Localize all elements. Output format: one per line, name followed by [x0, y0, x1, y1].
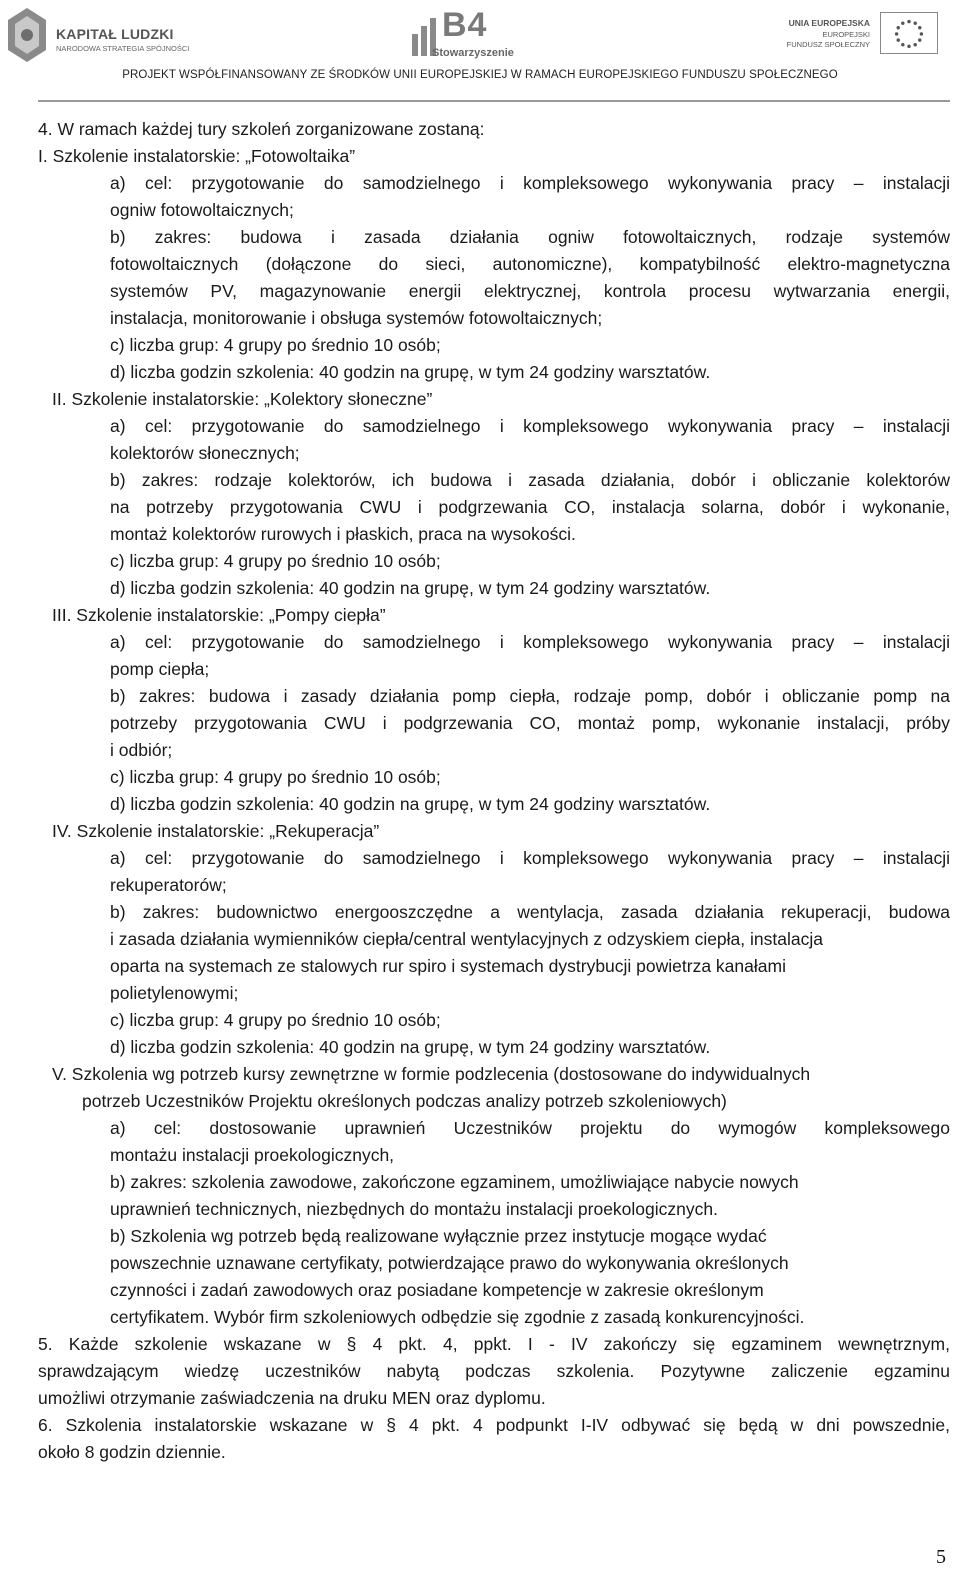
section-6-text: 6. Szkolenia instalatorskie wskazane w § 4 pkt. 4 podpunkt I-IV odbywać się będą w dni powszednie, — [38, 1415, 950, 1435]
b4-logo — [410, 6, 530, 66]
eu-line-3: FUNDUSZ SPOŁECZNY — [786, 40, 870, 49]
b4-logo-text: B4 — [442, 6, 488, 44]
text-line: c) liczba grup: 4 grupy po średnio 10 osób; — [110, 1010, 441, 1030]
text-line: a) cel: dostosowanie uprawnień Uczestników projektu do wymogów kompleksowego — [110, 1118, 950, 1138]
training-ii-heading: II. Szkolenie instalatorskie: „Kolektory słoneczne” — [52, 389, 433, 409]
text-line: a) cel: przygotowanie do samodzielnego i kompleksowego wykonywania pracy – instalacji — [110, 848, 950, 868]
page-number: 5 — [936, 1546, 946, 1568]
text-line: potrzeby przygotowania CWU i podgrzewania CO, montaż pomp, wykonanie instalacji, próby — [110, 713, 950, 733]
text-line: sprawdzającym wiedzę uczestników nabytą podczas szkolenia. Pozytywne zaliczenie egzaminu — [38, 1361, 950, 1381]
text-line: fotowoltaicznych (dołączone do sieci, autonomiczne), kompatybilność elektro-magnetyczna — [110, 254, 950, 274]
text-line: d) liczba godzin szkolenia: 40 godzin na grupę, w tym 24 godziny warsztatów. — [110, 578, 711, 598]
text-line: powszechnie uznawane certyfikaty, potwierdzające prawo do wykonywania określonych — [110, 1253, 789, 1273]
training-iii-heading: III. Szkolenie instalatorskie: „Pompy ciepła” — [52, 605, 386, 625]
text-line: certyfikatem. Wybór firm szkoleniowych odbędzie się zgodnie z zasadą konkurencyjności. — [110, 1307, 805, 1327]
eu-line-2: EUROPEJSKI — [822, 30, 870, 39]
text-line: c) liczba grup: 4 grupy po średnio 10 osób; — [110, 551, 441, 571]
eu-logo — [780, 10, 940, 58]
text-line: na potrzeby przygotowania CWU i podgrzewania CO, instalacja solarna, dobór i wykonanie, — [110, 497, 950, 517]
kapital-ludzki-subtitle: NARODOWA STRATEGIA SPÓJNOŚCI — [56, 44, 190, 53]
text-line: rekuperatorów; — [110, 875, 227, 895]
eu-flag-icon — [880, 12, 938, 54]
text-line: b) zakres: budownictwo energooszczędne a wentylacja, zasada działania rekuperacji, budowa — [110, 902, 950, 922]
b4-logo-subtitle: Stowarzyszenie — [432, 47, 514, 59]
text-line: pomp ciepła; — [110, 659, 210, 679]
training-v-heading: V. Szkolenia wg potrzeb kursy zewnętrzne w formie podzlecenia (dostosowane do indywidualnych — [52, 1064, 811, 1084]
text-line: montaż kolektorów rurowych i płaskich, praca na wysokości. — [110, 524, 576, 544]
text-line: ogniw fotowoltaicznych; — [110, 200, 294, 220]
text-line: i zasada działania wymienników ciepła/central wentylacyjnych z odzyskiem ciepła, instalacja — [110, 929, 823, 949]
text-line: umożliwi otrzymanie zaświadczenia na druku MEN oraz dyplomu. — [38, 1388, 546, 1408]
text-line: czynności i zadań zawodowych oraz posiadane kompetencje w zakresie określonym — [110, 1280, 764, 1300]
text-line: a) cel: przygotowanie do samodzielnego i kompleksowego wykonywania pracy – instalacji — [110, 173, 950, 193]
page-header — [0, 0, 960, 108]
training-iv-heading: IV. Szkolenie instalatorskie: „Rekuperacja” — [52, 821, 380, 841]
text-line: c) liczba grup: 4 grupy po średnio 10 osób; — [110, 335, 441, 355]
text-line: około 8 godzin dziennie. — [38, 1442, 226, 1462]
text-line: kolektorów słonecznych; — [110, 443, 300, 463]
kapital-ludzki-emblem-icon — [6, 6, 48, 64]
text-line: instalacja, monitorowanie i obsługa systemów fotowoltaicznych; — [110, 308, 603, 328]
kapital-ludzki-logo — [6, 6, 206, 66]
text-line: b) zakres: szkolenia zawodowe, zakończone egzaminem, umożliwiające nabycie nowych — [110, 1172, 799, 1192]
text-line: d) liczba godzin szkolenia: 40 godzin na grupę, w tym 24 godziny warsztatów. — [110, 362, 711, 382]
text-line: b) zakres: budowa i zasady działania pomp ciepła, rodzaje pomp, dobór i obliczanie pomp na — [110, 686, 950, 706]
text-line: c) liczba grup: 4 grupy po średnio 10 osób; — [110, 767, 441, 787]
kapital-ludzki-title: KAPITAŁ LUDZKI — [56, 26, 174, 42]
text-line: d) liczba godzin szkolenia: 40 godzin na grupę, w tym 24 godziny warsztatów. — [110, 1037, 711, 1057]
text-line: uprawnień technicznych, niezbędnych do montażu instalacji proekologicznych. — [110, 1199, 718, 1219]
project-cofinancing-line: PROJEKT WSPÓŁFINANSOWANY ZE ŚRODKÓW UNII EUROPEJSKIEJ W RAMACH EUROPEJSKIEGO FUNDUSZU SPOŁECZNEGO — [122, 69, 838, 81]
text-line: systemów PV, magazynowanie energii elektrycznej, kontrola procesu wytwarzania energii, — [110, 281, 950, 301]
training-i-heading: I. Szkolenie instalatorskie: „Fotowoltaika” — [38, 146, 356, 166]
text-line: montażu instalacji proekologicznych, — [110, 1145, 395, 1165]
text-line: potrzeb Uczestników Projektu określonych podczas analizy potrzeb szkoleniowych) — [82, 1091, 727, 1111]
text-line: b) Szkolenia wg potrzeb będą realizowane wyłącznie przez instytucje mogące wydać — [110, 1226, 767, 1246]
text-line: polietylenowymi; — [110, 983, 239, 1003]
text-line: a) cel: przygotowanie do samodzielnego i kompleksowego wykonywania pracy – instalacji — [110, 416, 950, 436]
eu-line-1: UNIA EUROPEJSKA — [788, 18, 870, 28]
text-line: b) zakres: rodzaje kolektorów, ich budowa i zasada działania, dobór i obliczanie kolektorów — [110, 470, 950, 490]
header-divider — [38, 100, 950, 102]
text-line: i odbiór; — [110, 740, 173, 760]
text-line: oparta na systemach ze stalowych rur spiro i systemach dystrybucji powietrza kanałami — [110, 956, 786, 976]
section-4-heading: 4. W ramach każdej tury szkoleń zorganizowane zostaną: — [38, 119, 485, 139]
text-line: a) cel: przygotowanie do samodzielnego i kompleksowego wykonywania pracy – instalacji — [110, 632, 950, 652]
text-line: b) zakres: budowa i zasada działania ogniw fotowoltaicznych, rodzaje systemów — [110, 227, 950, 247]
section-5-text: 5. Każde szkolenie wskazane w § 4 pkt. 4, ppkt. I - IV zakończy się egzaminem wewnętrznym, — [38, 1334, 950, 1354]
text-line: d) liczba godzin szkolenia: 40 godzin na grupę, w tym 24 godziny warsztatów. — [110, 794, 711, 814]
